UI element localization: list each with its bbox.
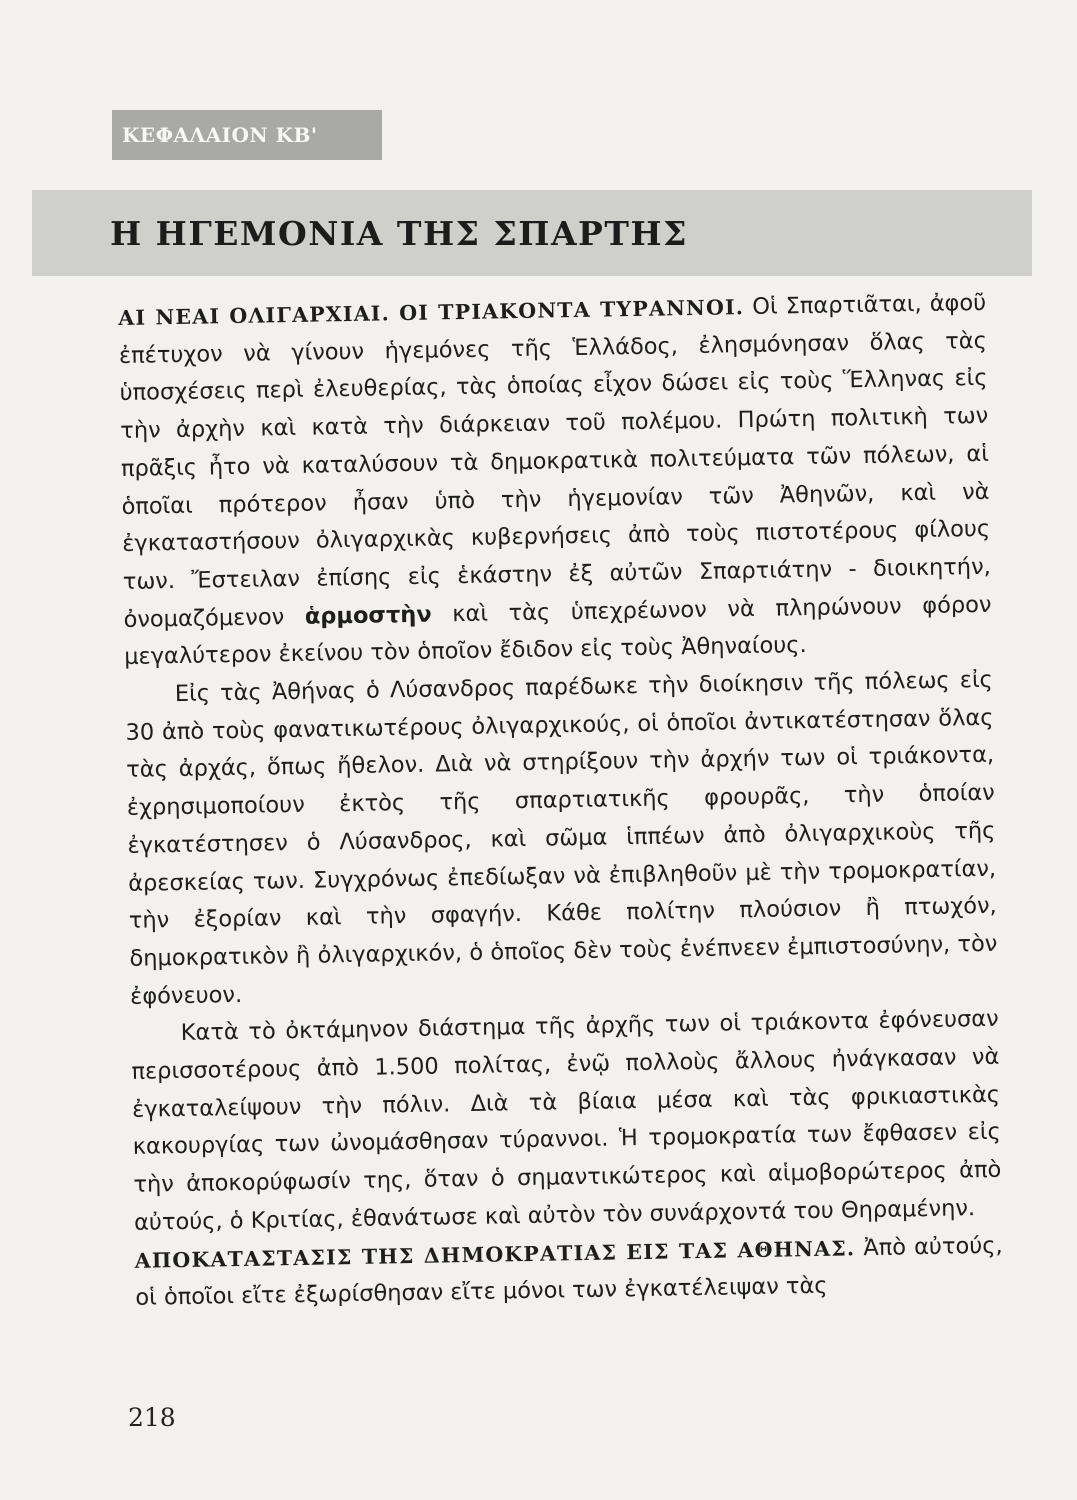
section-heading-oligarchies: ΑΙ ΝΕΑΙ ΟΛΙΓΑΡΧΙΑΙ. ΟΙ ΤΡΙΑΚΟΝΤΑ ΤΥΡΑΝΝΟΙ. — [118, 295, 745, 330]
chapter-label: ΚΕΦΑΛΑΙΟΝ ΚΒ' — [112, 110, 382, 160]
paragraph-1-text-a: Οἱ Σπαρτιᾶται, ἀφοῦ ἐπέτυχον νὰ γίνουν ἡγεμόνες τῆς Ἑλλάδος, ἐλησμόνησαν ὅλας τὰς ὑποσχέσεις περὶ ἐλευθερίας, τὰς ὁποίας εἶχον δώσει εἰς τοὺς Ἕλληνας εἰς τὴν ἀρχὴν καὶ κατὰ τὴν διάρκειαν τοῦ πολέμου. Πρώτη πολιτικὴ των πρᾶξις ἦτο νὰ καταλύσουν τὰ δημοκρατικὰ πολιτεύματα τῶν πόλεων, αἱ ὁποῖαι πρότερον ἦσαν ὑπὸ τὴν ἡγεμονίαν τῶν Ἀθηνῶν, καὶ νὰ ἐγκαταστήσουν ὀλιγαρχικὰς κυβερνήσεις ἀπὸ τοὺς πιστοτέρους φίλους των. Ἔστειλαν ἐπίσης εἰς ἑκάστην ἐξ αὐτῶν Σπαρτιάτην - διοικητήν, ὀνομαζόμενον — [118, 289, 992, 633]
paragraph-1 — [118, 285, 992, 677]
section-heading-democracy: ΑΠΟΚΑΤΑΣΤΑΣΙΣ ΤΗΣ ΔΗΜΟΚΡΑΤΙΑΣ ΕΙΣ ΤΑΣ ΑΘΗΝΑΣ. — [134, 1235, 856, 1273]
term-harmost: ἁρμοστὴν — [304, 601, 432, 630]
paragraph-4 — [134, 1227, 1003, 1318]
paragraph-3: Κατὰ τὸ ὀκτάμηνον διάστημα τῆς ἀρχῆς των οἱ τριάκοντα ἐφόνευσαν περισσοτέρους ἀπὸ 1.500 πολίτας, ἐνῷ πολλοὺς ἄλλους ἠνάγκασαν νὰ ἐγκαταλείψουν τὴν πόλιν. Διὰ τὰ βίαια μέσα καὶ τὰς φρικιαστικὰς κακουργίας των ὠνομάσθησαν τύραννοι. Ἡ τρομοκρατία των ἔφθασεν εἰς τὴν ἀποκορύφωσίν της, ὅταν ὁ σημαντικώτερος καὶ αἱμοβορώτερος ἀπὸ αὐτούς, ὁ Κριτίας, ἐθανάτωσε καὶ αὐτὸν τὸν συνάρχοντά του Θηραμένην. — [131, 1006, 1002, 1236]
paragraph-4-text: Ἀπὸ αὐτούς, οἱ ὁποῖοι εἴτε ἐξωρίσθησαν εἴτε μόνοι των ἐγκατέλειψαν τὰς — [135, 1232, 1003, 1312]
page-body — [118, 285, 1004, 1318]
page-number: 218 — [128, 1403, 176, 1432]
paragraph-1-text-b: καὶ τὰς ὑπεχρέωνον νὰ πληρώνουν φόρον μεγαλύτερον ἐκείνου τὸν ὁποῖον ἔδιδον εἰς τοὺς Ἀθηναίους. — [124, 591, 992, 671]
chapter-title: Η ΗΓΕΜΟΝΙΑ ΤΗΣ ΣΠΑΡΤΗΣ — [110, 214, 688, 253]
paragraph-2: Εἰς τὰς Ἀθήνας ὁ Λύσανδρος παρέδωκε τὴν διοίκησιν τῆς πόλεως εἰς 30 ἀπὸ τοὺς φανατικωτέρους ὀλιγαρχικούς, οἱ ὁποῖοι ἀντικατέστησαν ὅλας τὰς ἀρχάς, ὅπως ἤθελον. Διὰ νὰ στηρίξουν τὴν ἀρχήν των οἱ τριάκοντα, ἐχρησιμοποίουν ἐκτὸς τῆς σπαρτιατικῆς φρουρᾶς, τὴν ὁποίαν ἐγκατέστησεν ὁ Λύσανδρος, καὶ σῶμα ἱππέων ἀπὸ ὀλιγαρχικοὺς τῆς ἀρεσκείας των. Συγχρόνως ἐπεδίωξαν νὰ ἐπιβληθοῦν μὲ τὴν τρομοκρατίαν, τὴν ἐξορίαν καὶ τὴν σφαγήν. Κάθε πολίτην πλούσιον ἢ πτωχόν, δημοκρατικὸν ἢ ὀλιγαρχικόν, ὁ ὁποῖος δὲν τοὺς ἐνέπνεεν ἐμπιστοσύνην, τὸν ἐφόνευον. — [125, 666, 998, 1010]
